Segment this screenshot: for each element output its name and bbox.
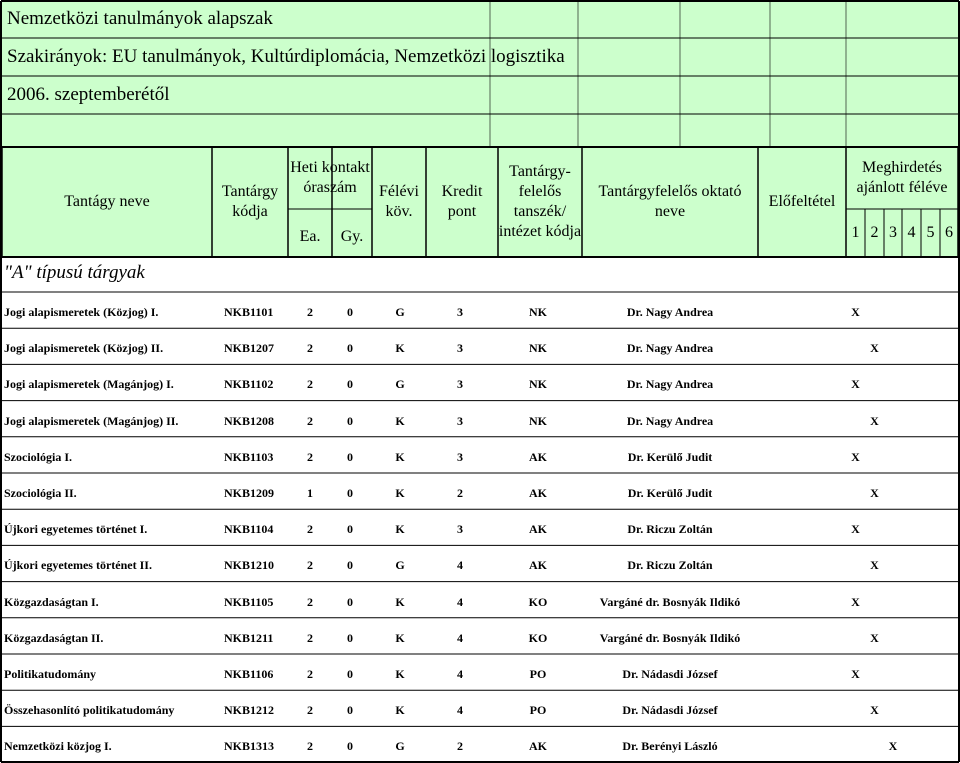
- course-code: NKB1106: [224, 667, 274, 681]
- semester-mark: X: [851, 449, 860, 464]
- lecture-hours: 2: [307, 449, 313, 464]
- header-course-name: Tantágy neve: [64, 193, 150, 210]
- lecture-hours: 2: [307, 558, 313, 573]
- practice-hours: 0: [347, 486, 353, 500]
- practice-hours: 0: [347, 377, 353, 392]
- body-background: [0, 257, 960, 763]
- course-code: NKB1102: [224, 377, 274, 392]
- course-name: Szociológia I.: [4, 449, 72, 464]
- course-name: Közgazdaságtan I.: [4, 594, 99, 609]
- course-name: Közgazdaságtan II.: [4, 630, 104, 645]
- semester-number: 5: [926, 224, 935, 241]
- header-semester-title: Meghirdetés ajánlott féléve: [856, 159, 948, 196]
- practice-hours: 0: [347, 739, 353, 754]
- teacher-name: Vargáné dr. Bosnyák Ildikó: [599, 594, 741, 609]
- evaluation-type: K: [395, 667, 405, 681]
- department-code: AK: [529, 558, 547, 573]
- teacher-name: Vargáné dr. Bosnyák Ildikó: [599, 630, 741, 645]
- lecture-hours: 2: [307, 703, 313, 718]
- credit-points: 2: [457, 739, 463, 754]
- course-name: Jogi alapismeretek (Magánjog) II.: [4, 413, 179, 428]
- teacher-name: Dr. Nádasdi József: [622, 703, 718, 718]
- section-label: "A" típusú tárgyak: [4, 262, 145, 283]
- evaluation-type: G: [395, 558, 405, 573]
- department-code: NK: [529, 341, 547, 356]
- department-code: KO: [528, 594, 548, 609]
- course-name: Újkori egyetemes történet I.: [4, 522, 148, 537]
- department-code: AK: [529, 739, 547, 754]
- course-name: Politikatudomány: [4, 667, 97, 681]
- course-code: NKB1101: [224, 305, 274, 319]
- semester-mark: X: [870, 558, 879, 573]
- header-course-code: Tantárgy kódja: [221, 183, 279, 220]
- course-code: NKB1103: [224, 449, 274, 464]
- semester-mark: X: [870, 341, 879, 356]
- practice-hours: 0: [347, 667, 353, 681]
- evaluation-type: K: [395, 594, 405, 609]
- header-lecture: Ea.: [299, 228, 321, 245]
- semester-mark: X: [870, 703, 879, 718]
- lecture-hours: 2: [307, 305, 313, 319]
- course-code: NKB1208: [224, 413, 275, 428]
- course-name: Összehasonlító politikatudomány: [4, 703, 175, 718]
- teacher-name: Dr. Nagy Andrea: [626, 413, 714, 428]
- semester-mark: X: [870, 413, 879, 428]
- evaluation-type: K: [395, 486, 405, 500]
- department-code: AK: [529, 449, 547, 464]
- semester-number: 3: [889, 224, 897, 241]
- header-department: Tantárgy-felelős tanszék/ intézet kódja: [498, 163, 582, 240]
- semester-number: 4: [907, 224, 916, 241]
- credit-points: 3: [457, 377, 463, 392]
- practice-hours: 0: [347, 522, 353, 537]
- practice-hours: 0: [347, 341, 353, 356]
- lecture-hours: 2: [307, 341, 313, 356]
- teacher-name: Dr. Nagy Andrea: [626, 305, 714, 319]
- lecture-hours: 2: [307, 667, 313, 681]
- practice-hours: 0: [347, 558, 353, 573]
- teacher-name: Dr. Nádasdi József: [622, 667, 718, 681]
- start-date-line: 2006. szeptemberétől: [7, 84, 170, 105]
- lecture-hours: 2: [307, 377, 313, 392]
- evaluation-type: K: [395, 522, 405, 537]
- department-code: AK: [529, 522, 547, 537]
- course-code: NKB1211: [224, 630, 274, 645]
- semester-mark: X: [851, 305, 860, 319]
- evaluation-type: G: [395, 377, 405, 392]
- lecture-hours: 2: [307, 630, 313, 645]
- evaluation-type: K: [395, 341, 405, 356]
- semester-mark: X: [870, 486, 879, 500]
- header-prerequisite: Előfeltétel: [768, 193, 836, 210]
- lecture-hours: 2: [307, 739, 313, 754]
- teacher-name: Dr. Nagy Andrea: [626, 341, 714, 356]
- lecture-hours: 2: [307, 413, 313, 428]
- semester-mark: X: [888, 739, 898, 754]
- credit-points: 4: [457, 703, 463, 718]
- credit-points: 3: [457, 341, 463, 356]
- practice-hours: 0: [347, 413, 353, 428]
- header-evaluation: Félévi köv.: [379, 183, 419, 220]
- lecture-hours: 2: [307, 522, 313, 537]
- course-name: Újkori egyetemes történet II.: [4, 558, 152, 573]
- department-code: NK: [529, 377, 547, 392]
- course-name: Jogi alapismeretek (Magánjog) I.: [4, 377, 174, 392]
- department-code: PO: [529, 667, 547, 681]
- course-code: NKB1104: [224, 522, 274, 537]
- semester-number: 2: [870, 224, 879, 241]
- department-code: NK: [529, 413, 547, 428]
- semester-mark: X: [851, 667, 860, 681]
- department-code: AK: [529, 486, 547, 500]
- specializations-line: Szakirányok: EU tanulmányok, Kultúrdiplomácia, Nemzetközi logisztika: [7, 46, 565, 67]
- header-credit: Kredit pont: [441, 183, 483, 220]
- semester-number: 1: [851, 224, 860, 241]
- credit-points: 3: [457, 305, 463, 319]
- practice-hours: 0: [347, 449, 353, 464]
- semester-mark: X: [870, 630, 879, 645]
- teacher-name: Dr. Riczu Zoltán: [627, 558, 713, 573]
- credit-points: 3: [457, 522, 463, 537]
- sheet-title: Nemzetközi tanulmányok alapszak: [7, 8, 273, 29]
- evaluation-type: G: [395, 305, 405, 319]
- practice-hours: 0: [347, 305, 353, 319]
- credit-points: 2: [457, 486, 463, 500]
- header-practice: Gy.: [340, 228, 364, 245]
- evaluation-type: K: [395, 703, 405, 718]
- teacher-name: Dr. Kerülő Judit: [627, 486, 713, 500]
- credit-points: 3: [457, 449, 463, 464]
- credit-points: 4: [457, 630, 463, 645]
- course-name: Jogi alapismeretek (Közjog) I.: [4, 305, 159, 319]
- evaluation-type: K: [395, 413, 405, 428]
- evaluation-type: K: [395, 449, 405, 464]
- course-name: Jogi alapismeretek (Közjog) II.: [4, 341, 164, 356]
- lecture-hours: 2: [307, 594, 313, 609]
- department-code: NK: [529, 305, 547, 319]
- course-name: Nemzetközi közjog I.: [4, 739, 112, 754]
- teacher-name: Dr. Kerülő Judit: [627, 449, 713, 464]
- header-weekly-hours: Heti kontakt óraszám: [290, 159, 370, 196]
- practice-hours: 0: [347, 630, 353, 645]
- course-code: NKB1207: [224, 341, 275, 356]
- course-code: NKB1313: [224, 739, 275, 754]
- credit-points: 4: [457, 667, 463, 681]
- evaluation-type: G: [395, 739, 405, 754]
- course-code: NKB1210: [224, 558, 275, 573]
- practice-hours: 0: [347, 703, 353, 718]
- course-name: Szociológia II.: [4, 486, 77, 500]
- semester-mark: X: [851, 377, 860, 392]
- course-code: NKB1209: [224, 486, 275, 500]
- semester-number: 6: [945, 224, 953, 241]
- department-code: KO: [528, 630, 548, 645]
- practice-hours: 0: [347, 594, 353, 609]
- course-code: NKB1212: [224, 703, 275, 718]
- course-code: NKB1105: [224, 594, 274, 609]
- credit-points: 3: [457, 413, 463, 428]
- lecture-hours: 1: [307, 486, 313, 500]
- evaluation-type: K: [395, 630, 405, 645]
- teacher-name: Dr. Berényi László: [622, 739, 718, 754]
- department-code: PO: [529, 703, 547, 718]
- credit-points: 4: [457, 558, 463, 573]
- semester-mark: X: [851, 522, 860, 537]
- semester-mark: X: [851, 594, 860, 609]
- header-teacher: Tantárgyfelelős oktató neve: [598, 183, 742, 220]
- teacher-name: Dr. Nagy Andrea: [626, 377, 714, 392]
- credit-points: 4: [457, 594, 463, 609]
- teacher-name: Dr. Riczu Zoltán: [627, 522, 713, 537]
